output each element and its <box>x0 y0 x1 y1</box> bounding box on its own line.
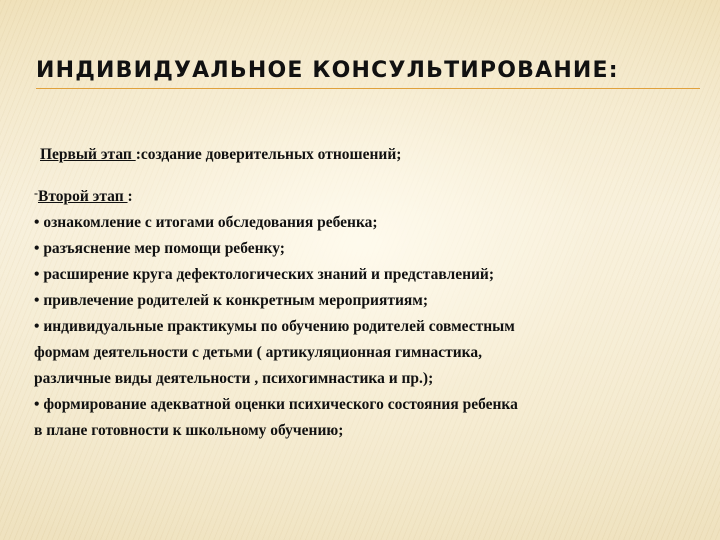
bullet-icon: • <box>34 240 40 257</box>
dash-marker: - <box>34 186 38 200</box>
bullet-icon: • <box>34 266 40 283</box>
list-item-continuation: в плане готовности к школьному обучению; <box>34 422 344 439</box>
second-stage-colon: : <box>127 188 133 205</box>
list-item <box>34 314 694 340</box>
bullet-icon: • <box>34 318 40 335</box>
first-stage-text: :создание доверительных отношений; <box>135 146 402 163</box>
list-item <box>34 392 694 418</box>
list-item-text: индивидуальные практикумы по обучению родителей совместным <box>43 318 515 335</box>
list-item-text: формирование адекватной оценки психического состояния ребенка <box>43 396 518 413</box>
list-item-continuation: формам деятельности с детьми ( артикуляционная гимнастика, <box>34 344 482 361</box>
list-item <box>34 262 694 288</box>
first-stage-line <box>34 142 694 168</box>
list-item-text: привлечение родителей к конкретным мероприятиям; <box>43 292 429 309</box>
list-item-continuation: различные виды деятельности , психогимнастика и пр.); <box>34 370 434 387</box>
bullet-icon: • <box>34 396 40 413</box>
bullet-icon: • <box>34 292 40 309</box>
second-stage-label: Второй этап <box>38 188 128 205</box>
list-item-text: разъяснение мер помощи ребенку; <box>43 240 285 257</box>
second-stage-line <box>34 184 694 210</box>
slide-body <box>34 142 694 444</box>
list-item <box>34 288 694 314</box>
list-item-text: ознакомление с итогами обследования ребенка; <box>43 214 378 231</box>
slide-title: ИНДИВИДУАЛЬНОЕ КОНСУЛЬТИРОВАНИЕ: <box>36 58 619 83</box>
title-underline <box>36 88 700 89</box>
list-item <box>34 210 694 236</box>
bullet-icon: • <box>34 214 40 231</box>
list-item-text: расширение круга дефектологических знаний и представлений; <box>43 266 495 283</box>
first-stage-label: Первый этап <box>40 146 136 163</box>
list-item <box>34 236 694 262</box>
